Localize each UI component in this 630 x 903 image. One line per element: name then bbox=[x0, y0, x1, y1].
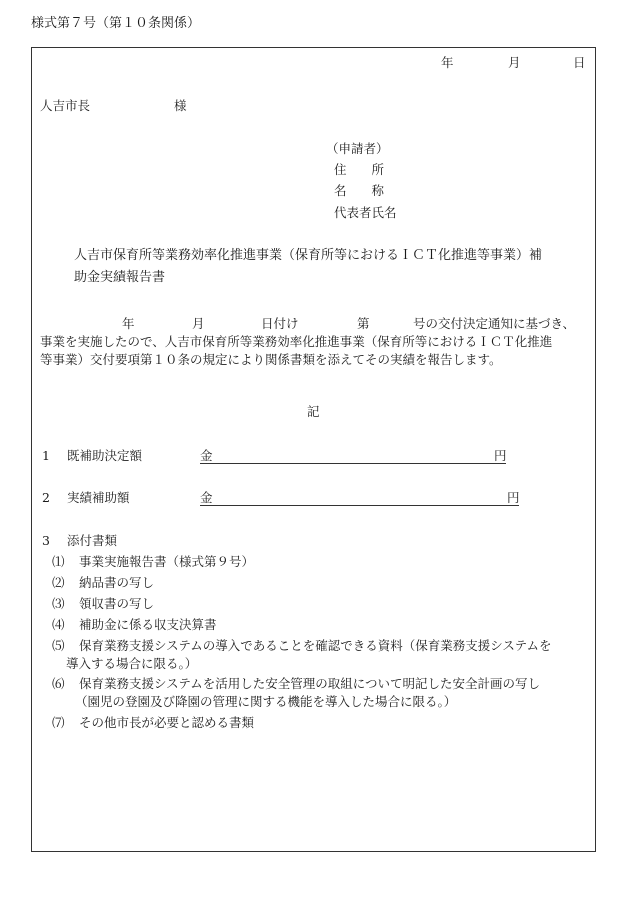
attachment-7-number: ⑺ bbox=[52, 715, 65, 730]
document-title-line2: 助金実績報告書 bbox=[74, 270, 166, 285]
date-month: 月 bbox=[508, 55, 521, 70]
body-line1-rest: 号の交付決定通知に基づき、 bbox=[413, 316, 576, 331]
item1-label: 既補助決定額 bbox=[67, 448, 143, 463]
attachment-1-number: ⑴ bbox=[52, 554, 65, 569]
item2-prefix: 金 bbox=[200, 490, 213, 505]
body-line3: 等事業）交付要項第１０条の規定により関係書類を添えてその実績を報告します。 bbox=[40, 352, 502, 367]
attachment-3-number: ⑶ bbox=[52, 596, 65, 611]
attachment-6-text: 保育業務支援システムを活用した安全管理の取組について明記した安全計画の写し bbox=[79, 676, 541, 691]
item1-underline bbox=[200, 463, 506, 464]
attachment-6-continuation: （園児の登園及び降園の管理に関する機能を導入した場合に限る。） bbox=[75, 694, 457, 709]
body-year: 年 bbox=[122, 316, 135, 331]
attachment-2-number: ⑵ bbox=[52, 575, 65, 590]
item1-number: 1 bbox=[42, 448, 50, 463]
item2-number: 2 bbox=[42, 490, 50, 505]
body-line2: 事業を実施したので、人吉市保育所等業務効率化推進事業（保育所等におけるＩＣＴ化推進 bbox=[40, 334, 553, 349]
attachment-6-number: ⑹ bbox=[52, 676, 65, 691]
attachment-5-text: 保育業務支援システムの導入であることを確認できる資料（保育業務支援システムを bbox=[79, 638, 552, 653]
item1-suffix: 円 bbox=[494, 448, 507, 463]
attachment-7-text: その他市長が必要と認める書類 bbox=[79, 715, 255, 730]
item1-prefix: 金 bbox=[200, 448, 213, 463]
attachment-5-number: ⑸ bbox=[52, 638, 65, 653]
item2-underline bbox=[200, 505, 519, 506]
date-day: 日 bbox=[573, 55, 586, 70]
date-year: 年 bbox=[441, 55, 454, 70]
applicant-representative-label: 代表者氏名 bbox=[334, 205, 397, 220]
applicant-name-label: 名 称 bbox=[334, 183, 385, 198]
attachment-3-text: 領収書の写し bbox=[79, 596, 155, 611]
body-day: 日付け bbox=[261, 316, 299, 331]
attachment-4-text: 補助金に係る収支決算書 bbox=[79, 617, 217, 632]
document-title-line1: 人吉市保育所等業務効率化推進事業（保育所等におけるＩＣＴ化推進等事業）補 bbox=[74, 248, 543, 263]
attachment-2-text: 納品書の写し bbox=[79, 575, 155, 590]
item2-label: 実績補助額 bbox=[67, 490, 130, 505]
item2-suffix: 円 bbox=[507, 490, 520, 505]
form-label: 様式第７号（第１０条関係） bbox=[31, 16, 201, 31]
item3-number: 3 bbox=[42, 533, 50, 548]
attachment-1-text: 事業実施報告書（様式第９号） bbox=[79, 554, 255, 569]
attachment-4-number: ⑷ bbox=[52, 617, 65, 632]
ki-label: 記 bbox=[307, 404, 320, 419]
attachment-5-continuation: 導入する場合に限る。） bbox=[66, 656, 198, 671]
applicant-header: （申請者） bbox=[326, 141, 389, 156]
body-number: 第 bbox=[357, 316, 370, 331]
addressee-name: 人吉市長 bbox=[40, 98, 91, 113]
addressee-honorific: 様 bbox=[174, 98, 187, 113]
body-month: 月 bbox=[192, 316, 205, 331]
item3-label: 添付書類 bbox=[67, 533, 118, 548]
applicant-address-label: 住 所 bbox=[334, 162, 385, 177]
